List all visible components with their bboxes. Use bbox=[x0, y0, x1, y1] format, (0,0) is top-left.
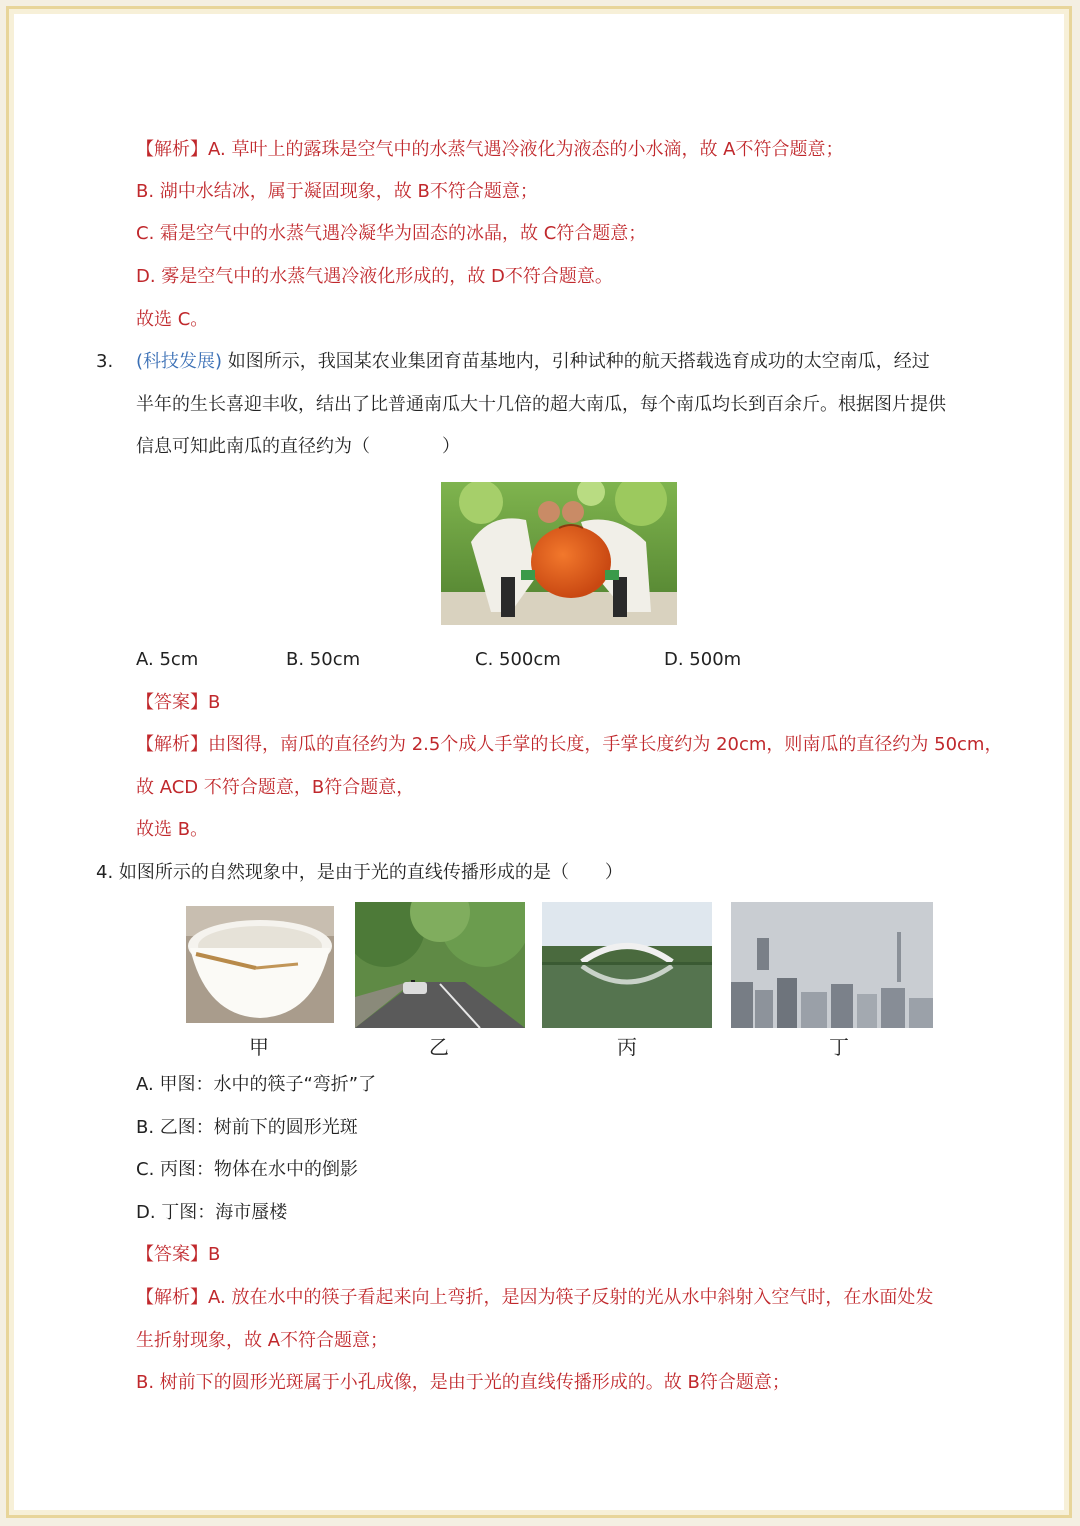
q3-stem-line-2: 半年的生长喜迎丰收，结出了比普通南瓜大十几倍的超大南瓜，每个南瓜均长到百余斤。根据图片提供 bbox=[136, 394, 946, 415]
q4-option-d: D. 丁图：海市蜃楼 bbox=[136, 1202, 288, 1223]
q3-topic-tag: (科技发展) bbox=[136, 351, 223, 372]
q3-analysis-line-1: 【解析】由图得，南瓜的直径约为 2.5个成人手掌的长度，手掌长度约为 20cm，则南瓜的直径约为 50cm， bbox=[136, 734, 1003, 755]
caption-jia: 甲 bbox=[249, 1035, 269, 1059]
figure-yi-road-photo bbox=[355, 902, 525, 1028]
prev-analysis-line-3: C. 霜是空气中的水蒸气遇冷凝华为固态的冰晶，故 C符合题意； bbox=[136, 223, 647, 244]
q3-conclusion: 故选 B。 bbox=[136, 819, 209, 840]
q3-stem-line-3: 信息可知此南瓜的直径约为（ ） bbox=[136, 436, 460, 457]
prev-analysis-line-2: B. 湖中水结冰，属于凝固现象，故 B不符合题意； bbox=[136, 181, 538, 202]
q3-option-a: A. 5cm bbox=[136, 649, 199, 670]
q3-option-b: B. 50cm bbox=[286, 649, 361, 670]
figure-bing-bridge-photo bbox=[542, 902, 712, 1028]
prev-conclusion: 故选 C。 bbox=[136, 309, 209, 330]
q3-number: 3. bbox=[96, 351, 114, 372]
q3-option-c: C. 500cm bbox=[475, 649, 561, 670]
caption-yi: 乙 bbox=[429, 1035, 449, 1059]
caption-ding: 丁 bbox=[829, 1035, 849, 1059]
q4-stem: 4. 如图所示的自然现象中，是由于光的直线传播形成的是（ ） bbox=[96, 862, 623, 883]
q3-answer: 【答案】B bbox=[136, 692, 221, 713]
q3-stem-line-1: (科技发展) 如图所示，我国某农业集团育苗基地内，引种试种的航天搭载选育成功的太空南瓜，经过 bbox=[136, 351, 930, 372]
figure-jia-bowl-photo bbox=[186, 906, 334, 1023]
figure-ding-city-photo bbox=[731, 902, 933, 1028]
q4-option-b: B. 乙图：树前下的圆形光斑 bbox=[136, 1117, 358, 1138]
caption-bing: 丙 bbox=[617, 1035, 637, 1059]
prev-analysis-line-1: 【解析】A. 草叶上的露珠是空气中的水蒸气遇冷液化为液态的小水滴，故 A不符合题意； bbox=[136, 139, 844, 160]
q4-option-c: C. 丙图：物体在水中的倒影 bbox=[136, 1159, 359, 1180]
q4-analysis-line-1: 【解析】A. 放在水中的筷子看起来向上弯折，是因为筷子反射的光从水中斜射入空气时，在水面处发 bbox=[136, 1287, 934, 1308]
prev-analysis-line-4: D. 雾是空气中的水蒸气遇冷液化形成的，故 D不符合题意。 bbox=[136, 266, 613, 287]
q4-analysis-line-3: B. 树前下的圆形光斑属于小孔成像，是由于光的直线传播形成的。故 B符合题意； bbox=[136, 1372, 790, 1393]
q4-analysis-line-2: 生折射现象，故 A不符合题意； bbox=[136, 1330, 389, 1351]
q4-option-a: A. 甲图：水中的筷子“弯折”了 bbox=[136, 1074, 377, 1095]
q3-option-d: D. 500m bbox=[664, 649, 742, 670]
pumpkin-photo bbox=[441, 482, 677, 625]
q4-answer: 【答案】B bbox=[136, 1244, 221, 1265]
q3-analysis-line-2: 故 ACD 不符合题意，B符合题意， bbox=[136, 777, 415, 798]
